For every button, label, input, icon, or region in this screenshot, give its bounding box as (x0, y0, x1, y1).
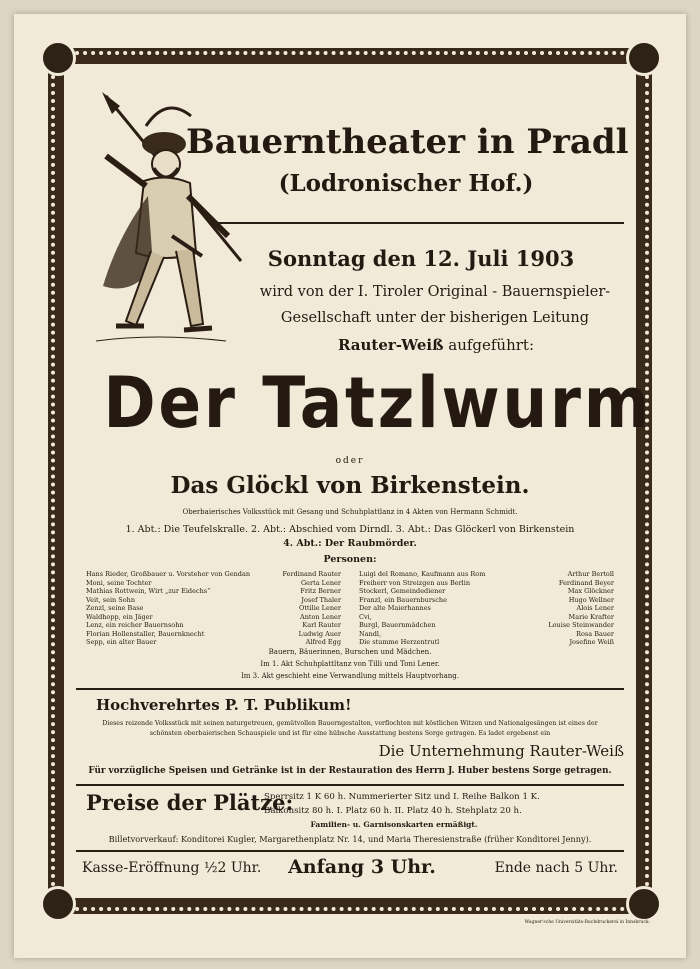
cast-actor: Ottilie Lener (298, 604, 341, 612)
divider (216, 222, 624, 224)
cast-actor: Alfred Egg (305, 638, 341, 646)
play-title: Der Tatzlwurm (103, 362, 653, 444)
cast-role: Zenzl, seine Base (86, 604, 144, 612)
intro-line-1: wird von der I. Tiroler Original - Bauernspieler- (259, 284, 611, 300)
management-signature: Die Unternehmung Rauter-Weiß (378, 742, 624, 760)
cast-role: Cvi, (359, 612, 372, 621)
cast-role: Die stumme Herzentrutl (359, 638, 440, 646)
cast-role: Mathias Rottwein, Wirt „zur Eidechs“ (86, 587, 211, 595)
personen-heading: Personen: (323, 554, 377, 565)
note-line-2: Im 3. Akt geschieht eine Verwandlung mittels Hauptvorhang. (241, 672, 459, 680)
cast-actor: Louise Steinwander (548, 621, 614, 629)
cast-row (86, 621, 341, 630)
cast-list-left (86, 570, 341, 647)
poster-content (76, 76, 653, 894)
cast-actor: Arthur Bertoll (567, 570, 614, 578)
cast-row (86, 587, 341, 596)
cast-role: Veit, sein Sohn (86, 595, 136, 604)
cast-list-right (359, 570, 614, 647)
intro-line-3-rest: aufgeführt: (448, 336, 535, 354)
corner-rosette-icon (40, 40, 76, 76)
divider (76, 688, 624, 690)
cast-row (359, 570, 614, 579)
cast-role: Moni, seine Tochter (86, 578, 152, 587)
cast-row (86, 604, 341, 613)
cast-actor: Fritz Berner (300, 587, 341, 595)
divider (76, 784, 624, 786)
cast-row (359, 587, 614, 596)
cast-role: Sepp, ein alter Bauer (86, 638, 157, 646)
cast-role: Der alte Maierhannes (359, 604, 431, 612)
oder-label: oder (335, 456, 365, 466)
publikum-text-2: schönsten oberbaierischen Schauspiele und ist für eine hübsche Ausstattung bestens Sorge getragen. Es ladet ergebenst ein (149, 730, 551, 737)
cast-row (86, 630, 341, 639)
family-cards-note: Familien- u. Garnisonskarten ermäßigt. (310, 820, 478, 829)
cast-role: Nandl, (359, 629, 382, 638)
cast-row (86, 596, 341, 605)
extras-line: Bauern, Bäuerinnen, Burschen und Mädchen. (268, 648, 432, 656)
cast-row (359, 630, 614, 639)
presale-info: Billetvorverkauf: Konditorei Kugler, Margarethenplatz Nr. 14, und Maria Theresienstraße (früher Konditorei Jenny). (108, 834, 592, 844)
cast-row (359, 596, 614, 605)
intro-line-3 (256, 336, 616, 354)
kasse-opening: Kasse-Eröffnung ½2 Uhr. (82, 860, 262, 876)
intro-line-2: Gesellschaft unter der bisherigen Leitung (280, 310, 590, 326)
publikum-heading: Hochverehrtes P. T. Publikum! (96, 696, 352, 714)
prices-line-1: Sperrsitz 1 K 60 h. Nummerierter Sitz und I. Reihe Balkon 1 K. (264, 792, 540, 802)
cast-row (86, 579, 341, 588)
cast-actor: Josefine Weiß (569, 638, 614, 646)
cast-role: Lenz, ein reicher Bauernsohn (86, 621, 184, 629)
cast-actor: Rosa Bauer (576, 629, 614, 638)
prices-line-2: Balkonsitz 80 h. I. Platz 60 h. II. Platz 40 h. Stehplatz 20 h. (264, 806, 522, 816)
cast-actor: Karl Rauter (302, 621, 341, 629)
cast-actor: Alois Lener (576, 604, 614, 612)
theater-title: Bauerntheater in Pradl (186, 122, 629, 162)
cast-role: Waldhopp, ein Jäger (86, 612, 153, 621)
corner-rosette-icon (626, 886, 662, 922)
cast-actor: Marie Krafter (568, 612, 614, 621)
note-line-1: Im 1. Akt Schuhplattltanz von Tilli und Toni Lener. (260, 660, 440, 668)
cast-row (359, 604, 614, 613)
cast-row (86, 570, 341, 579)
end-time: Ende nach 5 Uhr. (494, 860, 618, 876)
printer-imprint: Wagner'sche Universitäts-Buchdruckerei in Innsbruck. (524, 920, 650, 925)
play-subtitle: Das Glöckl von Birkenstein. (170, 472, 530, 499)
company-name: Rauter-Weiß (337, 336, 444, 354)
cast-role: Burgl, Bauernmädchen (359, 621, 436, 629)
divider (76, 850, 624, 852)
cast-row (359, 613, 614, 622)
venue-subtitle: (Lodronischer Hof.) (278, 170, 534, 197)
cast-role: Stockerl, Gemeindediener (359, 587, 446, 595)
cast-row (86, 613, 341, 622)
cast-role: Hans Rieder, Großbauer u. Vorsteher von Gendan (86, 570, 251, 578)
cast-actor: Max Glöckner (567, 587, 614, 595)
cast-actor: Gerta Lener (300, 578, 341, 587)
cast-role: Luigi del Romano, Kaufmann aus Rom (359, 570, 486, 578)
acts-line-2: 4. Abt.: Der Raubmörder. (283, 538, 417, 549)
cast-role: Florian Hollenstaller, Bauernknecht (86, 629, 205, 638)
performance-date: Sonntag den 12. Juli 1903 (267, 246, 575, 271)
start-time: Anfang 3 Uhr. (288, 856, 436, 878)
cast-actor: Anton Lener (300, 612, 341, 621)
cast-actor: Josef Thaler (301, 595, 341, 604)
cast-actor: Ludwig Auer (298, 629, 341, 638)
cast-row (359, 621, 614, 630)
play-description: Oberbaierisches Volksstück mit Gesang und Schuhplattlanz in 4 Akten von Hermann Schmidt. (182, 508, 518, 516)
prices-heading: Preise der Plätze: (86, 790, 294, 815)
cast-row (86, 638, 341, 647)
cast-role: Franzl, ein Bauernbursche (359, 595, 447, 604)
cast-role: Freiherr von Streizgen aus Berlin (359, 578, 471, 587)
corner-rosette-icon (40, 886, 76, 922)
cast-actor: Ferdinand Rauter (282, 570, 341, 578)
publikum-text-1: Dieses reizende Volksstück mit seinen naturgetreuen, gemütvollen Bauerngestalten, verflochten mit köstlichen Witzen und Nationalgesängen ist eines der (102, 720, 598, 727)
cast-row (359, 638, 614, 647)
cast-row (359, 579, 614, 588)
acts-line-1: 1. Abt.: Die Teufelskralle. 2. Abt.: Abschied vom Dirndl. 3. Abt.: Das Glöckerl von Birkenstein (125, 524, 575, 535)
food-note: Für vorzügliche Speisen und Getränke ist in der Restauration des Herrn J. Huber bestens Sorge getragen. (88, 766, 612, 776)
cast-actor: Ferdinand Beyer (558, 578, 614, 587)
cast-actor: Hugo Wellner (568, 595, 614, 604)
corner-rosette-icon (626, 40, 662, 76)
